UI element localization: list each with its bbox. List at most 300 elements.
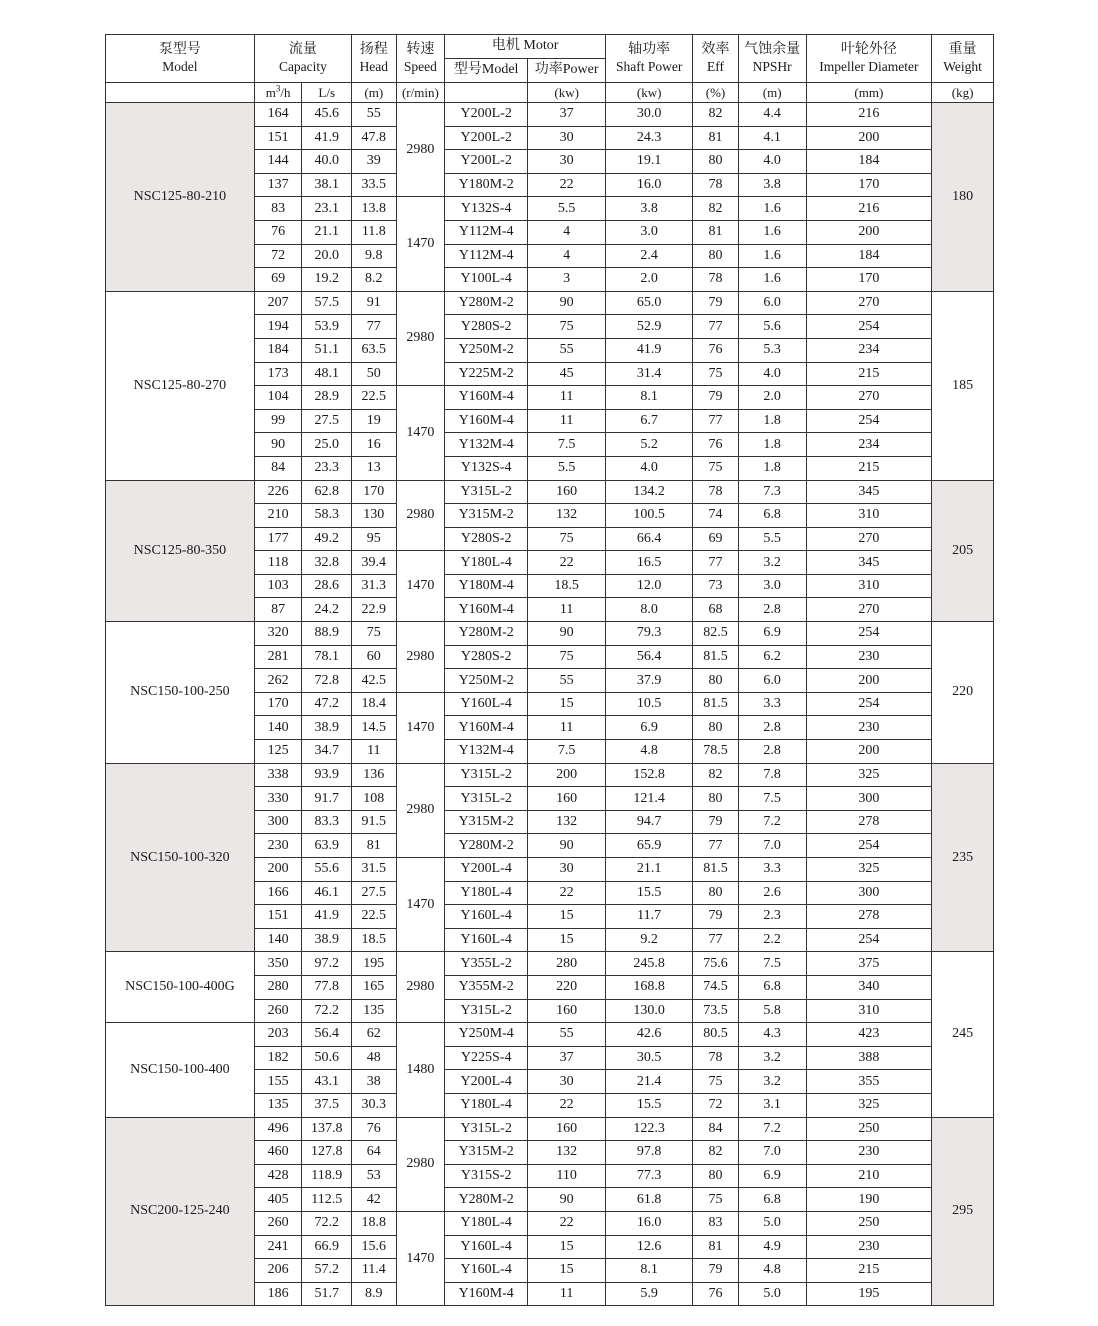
motor-power-cell: 75 [528,645,606,669]
head-cell: 47.8 [352,126,397,150]
npshr-cell: 3.2 [738,1046,806,1070]
shaft-power-cell: 19.1 [606,150,693,174]
eff-cell: 81 [693,1235,739,1259]
capacity-m3h-cell: 166 [254,881,302,905]
impeller-cell: 190 [806,1188,932,1212]
capacity-ls-cell: 43.1 [302,1070,352,1094]
shaft-power-cell: 5.2 [606,433,693,457]
impeller-cell: 325 [806,858,932,882]
shaft-power-cell: 79.3 [606,622,693,646]
eff-cell: 73.5 [693,999,739,1023]
impeller-cell: 200 [806,126,932,150]
capacity-m3h-cell: 207 [254,291,302,315]
capacity-ls-cell: 62.8 [302,480,352,504]
capacity-ls-cell: 27.5 [302,409,352,433]
head-cell: 50 [352,362,397,386]
capacity-m3h-cell: 90 [254,433,302,457]
motor-model-cell: Y132M-4 [445,433,528,457]
impeller-cell: 215 [806,362,932,386]
motor-model-cell: Y200L-2 [445,103,528,127]
head-cell: 8.2 [352,268,397,292]
eff-cell: 79 [693,810,739,834]
unit-eff: (%) [693,83,739,103]
capacity-m3h-cell: 118 [254,551,302,575]
capacity-m3h-cell: 99 [254,409,302,433]
motor-model-cell: Y225S-4 [445,1046,528,1070]
head-cell: 48 [352,1046,397,1070]
speed-cell: 2980 [396,622,445,693]
npshr-cell: 1.8 [738,409,806,433]
npshr-cell: 1.8 [738,433,806,457]
capacity-ls-cell: 41.9 [302,905,352,929]
npshr-cell: 6.8 [738,504,806,528]
impeller-cell: 325 [806,1093,932,1117]
impeller-cell: 250 [806,1117,932,1141]
motor-model-cell: Y250M-4 [445,1023,528,1047]
head-cell: 75 [352,622,397,646]
capacity-ls-cell: 38.9 [302,928,352,952]
motor-model-cell: Y180M-2 [445,173,528,197]
impeller-cell: 216 [806,103,932,127]
head-cell: 33.5 [352,173,397,197]
unit-model [106,83,255,103]
motor-power-cell: 90 [528,1188,606,1212]
impeller-cell: 234 [806,338,932,362]
motor-model-cell: Y160M-4 [445,1282,528,1306]
capacity-ls-cell: 112.5 [302,1188,352,1212]
eff-cell: 82 [693,763,739,787]
head-cell: 22.5 [352,386,397,410]
npshr-cell: 3.2 [738,1070,806,1094]
eff-cell: 84 [693,1117,739,1141]
npshr-cell: 5.6 [738,315,806,339]
unit-speed: (r/min) [396,83,445,103]
unit-npshr: (m) [738,83,806,103]
capacity-ls-cell: 49.2 [302,527,352,551]
motor-power-cell: 132 [528,504,606,528]
table-row [106,952,994,976]
capacity-ls-cell: 83.3 [302,810,352,834]
head-cell: 55 [352,103,397,127]
head-cell: 13 [352,456,397,480]
capacity-m3h-cell: 405 [254,1188,302,1212]
shaft-power-cell: 100.5 [606,504,693,528]
eff-cell: 81.5 [693,645,739,669]
motor-model-cell: Y315L-2 [445,480,528,504]
motor-model-cell: Y132M-4 [445,740,528,764]
head-cell: 170 [352,480,397,504]
eff-cell: 79 [693,291,739,315]
impeller-cell: 278 [806,905,932,929]
motor-model-cell: Y160L-4 [445,1259,528,1283]
capacity-ls-cell: 28.6 [302,574,352,598]
shaft-power-cell: 15.5 [606,1093,693,1117]
shaft-power-cell: 16.5 [606,551,693,575]
npshr-cell: 3.1 [738,1093,806,1117]
motor-model-cell: Y315L-2 [445,787,528,811]
shaft-power-cell: 97.8 [606,1141,693,1165]
capacity-m3h-cell: 104 [254,386,302,410]
shaft-power-cell: 30.0 [606,103,693,127]
npshr-cell: 7.3 [738,480,806,504]
npshr-cell: 3.3 [738,858,806,882]
impeller-cell: 388 [806,1046,932,1070]
head-cell: 11 [352,740,397,764]
pump-spec-table [105,34,994,1306]
speed-cell: 1470 [396,1211,445,1305]
capacity-m3h-cell: 496 [254,1117,302,1141]
capacity-m3h-cell: 226 [254,480,302,504]
capacity-m3h-cell: 83 [254,197,302,221]
head-cell: 18.4 [352,692,397,716]
eff-cell: 82 [693,1141,739,1165]
speed-cell: 2980 [396,952,445,1023]
npshr-cell: 4.4 [738,103,806,127]
motor-model-cell: Y280M-2 [445,834,528,858]
capacity-ls-cell: 45.6 [302,103,352,127]
npshr-cell: 7.2 [738,1117,806,1141]
impeller-cell: 184 [806,244,932,268]
motor-model-cell: Y315M-2 [445,810,528,834]
eff-cell: 81 [693,220,739,244]
eff-cell: 76 [693,338,739,362]
head-cell: 8.9 [352,1282,397,1306]
npshr-cell: 4.9 [738,1235,806,1259]
eff-cell: 77 [693,315,739,339]
npshr-cell: 1.6 [738,268,806,292]
motor-power-cell: 30 [528,858,606,882]
motor-model-cell: Y280M-2 [445,622,528,646]
head-cell: 22.5 [352,905,397,929]
shaft-power-cell: 10.5 [606,692,693,716]
header-speed: 转速 Speed [396,35,445,83]
eff-cell: 82.5 [693,622,739,646]
motor-model-cell: Y132S-4 [445,197,528,221]
motor-power-cell: 5.5 [528,197,606,221]
capacity-m3h-cell: 281 [254,645,302,669]
pump-model-cell: NSC150-100-250 [106,622,255,764]
eff-cell: 75 [693,1188,739,1212]
capacity-m3h-cell: 164 [254,103,302,127]
motor-power-cell: 132 [528,810,606,834]
capacity-ls-cell: 38.1 [302,173,352,197]
shaft-power-cell: 121.4 [606,787,693,811]
capacity-m3h-cell: 140 [254,928,302,952]
motor-power-cell: 11 [528,598,606,622]
head-cell: 38 [352,1070,397,1094]
capacity-ls-cell: 88.9 [302,622,352,646]
unit-head: (m) [352,83,397,103]
head-cell: 31.5 [352,858,397,882]
impeller-cell: 195 [806,1282,932,1306]
pump-model-cell: NSC150-100-400 [106,1023,255,1117]
impeller-cell: 423 [806,1023,932,1047]
shaft-power-cell: 8.0 [606,598,693,622]
capacity-ls-cell: 37.5 [302,1093,352,1117]
speed-cell: 2980 [396,103,445,197]
shaft-power-cell: 8.1 [606,386,693,410]
motor-model-cell: Y132S-4 [445,456,528,480]
shaft-power-cell: 65.0 [606,291,693,315]
capacity-ls-cell: 46.1 [302,881,352,905]
shaft-power-cell: 41.9 [606,338,693,362]
npshr-cell: 7.0 [738,834,806,858]
impeller-cell: 254 [806,315,932,339]
shaft-power-cell: 21.4 [606,1070,693,1094]
capacity-ls-cell: 91.7 [302,787,352,811]
impeller-cell: 310 [806,999,932,1023]
motor-power-cell: 15 [528,1235,606,1259]
eff-cell: 82 [693,197,739,221]
motor-power-cell: 30 [528,150,606,174]
shaft-power-cell: 122.3 [606,1117,693,1141]
shaft-power-cell: 3.0 [606,220,693,244]
speed-cell: 1470 [396,386,445,480]
shaft-power-cell: 66.4 [606,527,693,551]
eff-cell: 81.5 [693,692,739,716]
npshr-cell: 6.9 [738,622,806,646]
eff-cell: 75.6 [693,952,739,976]
capacity-ls-cell: 20.0 [302,244,352,268]
motor-model-cell: Y315M-2 [445,504,528,528]
weight-cell: 180 [932,103,994,292]
shaft-power-cell: 11.7 [606,905,693,929]
capacity-ls-cell: 21.1 [302,220,352,244]
header-motor: 电机 Motor [445,35,606,59]
motor-model-cell: Y160M-4 [445,386,528,410]
motor-model-cell: Y250M-2 [445,669,528,693]
eff-cell: 78 [693,1046,739,1070]
motor-model-cell: Y160L-4 [445,692,528,716]
capacity-m3h-cell: 155 [254,1070,302,1094]
shaft-power-cell: 65.9 [606,834,693,858]
impeller-cell: 170 [806,268,932,292]
capacity-m3h-cell: 241 [254,1235,302,1259]
capacity-m3h-cell: 69 [254,268,302,292]
motor-model-cell: Y180L-4 [445,881,528,905]
motor-power-cell: 75 [528,315,606,339]
pump-model-cell: NSC125-80-210 [106,103,255,292]
impeller-cell: 170 [806,173,932,197]
eff-cell: 80 [693,1164,739,1188]
capacity-ls-cell: 25.0 [302,433,352,457]
motor-model-cell: Y160L-4 [445,1235,528,1259]
head-cell: 30.3 [352,1093,397,1117]
impeller-cell: 310 [806,504,932,528]
capacity-m3h-cell: 320 [254,622,302,646]
capacity-m3h-cell: 280 [254,975,302,999]
motor-power-cell: 30 [528,126,606,150]
capacity-ls-cell: 53.9 [302,315,352,339]
motor-model-cell: Y200L-4 [445,1070,528,1094]
motor-model-cell: Y280S-2 [445,645,528,669]
shaft-power-cell: 31.4 [606,362,693,386]
eff-cell: 81.5 [693,858,739,882]
npshr-cell: 4.3 [738,1023,806,1047]
eff-cell: 83 [693,1211,739,1235]
shaft-power-cell: 134.2 [606,480,693,504]
speed-cell: 2980 [396,763,445,857]
impeller-cell: 310 [806,574,932,598]
head-cell: 14.5 [352,716,397,740]
shaft-power-cell: 12.0 [606,574,693,598]
head-cell: 195 [352,952,397,976]
motor-model-cell: Y180L-4 [445,1211,528,1235]
motor-power-cell: 11 [528,1282,606,1306]
speed-cell: 2980 [396,291,445,385]
npshr-cell: 4.1 [738,126,806,150]
motor-power-cell: 160 [528,480,606,504]
impeller-cell: 200 [806,669,932,693]
npshr-cell: 7.0 [738,1141,806,1165]
head-cell: 135 [352,999,397,1023]
header-eff: 效率 Eff [693,35,739,83]
shaft-power-cell: 5.9 [606,1282,693,1306]
capacity-ls-cell: 118.9 [302,1164,352,1188]
shaft-power-cell: 4.8 [606,740,693,764]
npshr-cell: 2.8 [738,740,806,764]
npshr-cell: 6.2 [738,645,806,669]
capacity-m3h-cell: 144 [254,150,302,174]
capacity-ls-cell: 48.1 [302,362,352,386]
shaft-power-cell: 21.1 [606,858,693,882]
eff-cell: 75 [693,1070,739,1094]
weight-cell: 295 [932,1117,994,1306]
capacity-ls-cell: 55.6 [302,858,352,882]
table-row [106,1117,994,1141]
impeller-cell: 230 [806,1235,932,1259]
head-cell: 39 [352,150,397,174]
impeller-cell: 375 [806,952,932,976]
shaft-power-cell: 4.0 [606,456,693,480]
capacity-ls-cell: 72.2 [302,999,352,1023]
head-cell: 136 [352,763,397,787]
motor-power-cell: 132 [528,1141,606,1165]
head-cell: 18.5 [352,928,397,952]
npshr-cell: 5.0 [738,1211,806,1235]
header-head: 扬程 Head [352,35,397,83]
capacity-ls-cell: 97.2 [302,952,352,976]
motor-power-cell: 22 [528,881,606,905]
unit-shaft-power: (kw) [606,83,693,103]
motor-model-cell: Y315L-2 [445,1117,528,1141]
motor-power-cell: 22 [528,551,606,575]
motor-model-cell: Y160L-4 [445,928,528,952]
shaft-power-cell: 6.7 [606,409,693,433]
shaft-power-cell: 2.0 [606,268,693,292]
capacity-m3h-cell: 186 [254,1282,302,1306]
motor-power-cell: 22 [528,173,606,197]
eff-cell: 77 [693,551,739,575]
capacity-ls-cell: 57.2 [302,1259,352,1283]
eff-cell: 74 [693,504,739,528]
motor-power-cell: 75 [528,527,606,551]
motor-power-cell: 220 [528,975,606,999]
speed-cell: 2980 [396,1117,445,1211]
npshr-cell: 6.8 [738,1188,806,1212]
pump-model-cell: NSC150-100-400G [106,952,255,1023]
shaft-power-cell: 56.4 [606,645,693,669]
capacity-ls-cell: 28.9 [302,386,352,410]
eff-cell: 68 [693,598,739,622]
head-cell: 15.6 [352,1235,397,1259]
motor-model-cell: Y160L-4 [445,905,528,929]
head-cell: 18.8 [352,1211,397,1235]
npshr-cell: 1.8 [738,456,806,480]
motor-power-cell: 4 [528,220,606,244]
capacity-ls-cell: 50.6 [302,1046,352,1070]
weight-cell: 235 [932,763,994,952]
motor-model-cell: Y200L-2 [445,126,528,150]
motor-model-cell: Y112M-4 [445,244,528,268]
npshr-cell: 1.6 [738,244,806,268]
capacity-ls-cell: 127.8 [302,1141,352,1165]
speed-cell: 2980 [396,480,445,551]
pump-model-cell: NSC200-125-240 [106,1117,255,1306]
shaft-power-cell: 16.0 [606,173,693,197]
motor-power-cell: 160 [528,999,606,1023]
unit-capacity-m3h: $m^3/h$ [254,83,302,103]
table-header [106,35,994,103]
head-cell: 130 [352,504,397,528]
npshr-cell: 3.2 [738,551,806,575]
header-motor-model: 型号Model [445,59,528,83]
npshr-cell: 6.9 [738,1164,806,1188]
capacity-m3h-cell: 203 [254,1023,302,1047]
capacity-m3h-cell: 230 [254,834,302,858]
header-npshr: 气蚀余量 NPSHr [738,35,806,83]
capacity-ls-cell: 137.8 [302,1117,352,1141]
capacity-ls-cell: 51.1 [302,338,352,362]
impeller-cell: 340 [806,975,932,999]
motor-model-cell: Y112M-4 [445,220,528,244]
shaft-power-cell: 61.8 [606,1188,693,1212]
impeller-cell: 254 [806,409,932,433]
capacity-ls-cell: 51.7 [302,1282,352,1306]
impeller-cell: 345 [806,480,932,504]
shaft-power-cell: 6.9 [606,716,693,740]
npshr-cell: 2.2 [738,928,806,952]
shaft-power-cell: 30.5 [606,1046,693,1070]
unit-capacity-ls: L/s [302,83,352,103]
npshr-cell: 6.0 [738,669,806,693]
npshr-cell: 2.3 [738,905,806,929]
motor-power-cell: 11 [528,716,606,740]
eff-cell: 75 [693,456,739,480]
impeller-cell: 230 [806,716,932,740]
impeller-cell: 278 [806,810,932,834]
capacity-m3h-cell: 260 [254,1211,302,1235]
impeller-cell: 200 [806,220,932,244]
motor-model-cell: Y355L-2 [445,952,528,976]
impeller-cell: 300 [806,881,932,905]
header-impeller: 叶轮外径 Impeller Diameter [806,35,932,83]
impeller-cell: 325 [806,763,932,787]
motor-power-cell: 7.5 [528,433,606,457]
npshr-cell: 7.2 [738,810,806,834]
motor-power-cell: 55 [528,1023,606,1047]
motor-power-cell: 90 [528,291,606,315]
head-cell: 42 [352,1188,397,1212]
npshr-cell: 2.6 [738,881,806,905]
head-cell: 19 [352,409,397,433]
motor-model-cell: Y280S-2 [445,315,528,339]
impeller-cell: 270 [806,598,932,622]
capacity-m3h-cell: 182 [254,1046,302,1070]
impeller-cell: 234 [806,433,932,457]
capacity-m3h-cell: 428 [254,1164,302,1188]
capacity-ls-cell: 34.7 [302,740,352,764]
